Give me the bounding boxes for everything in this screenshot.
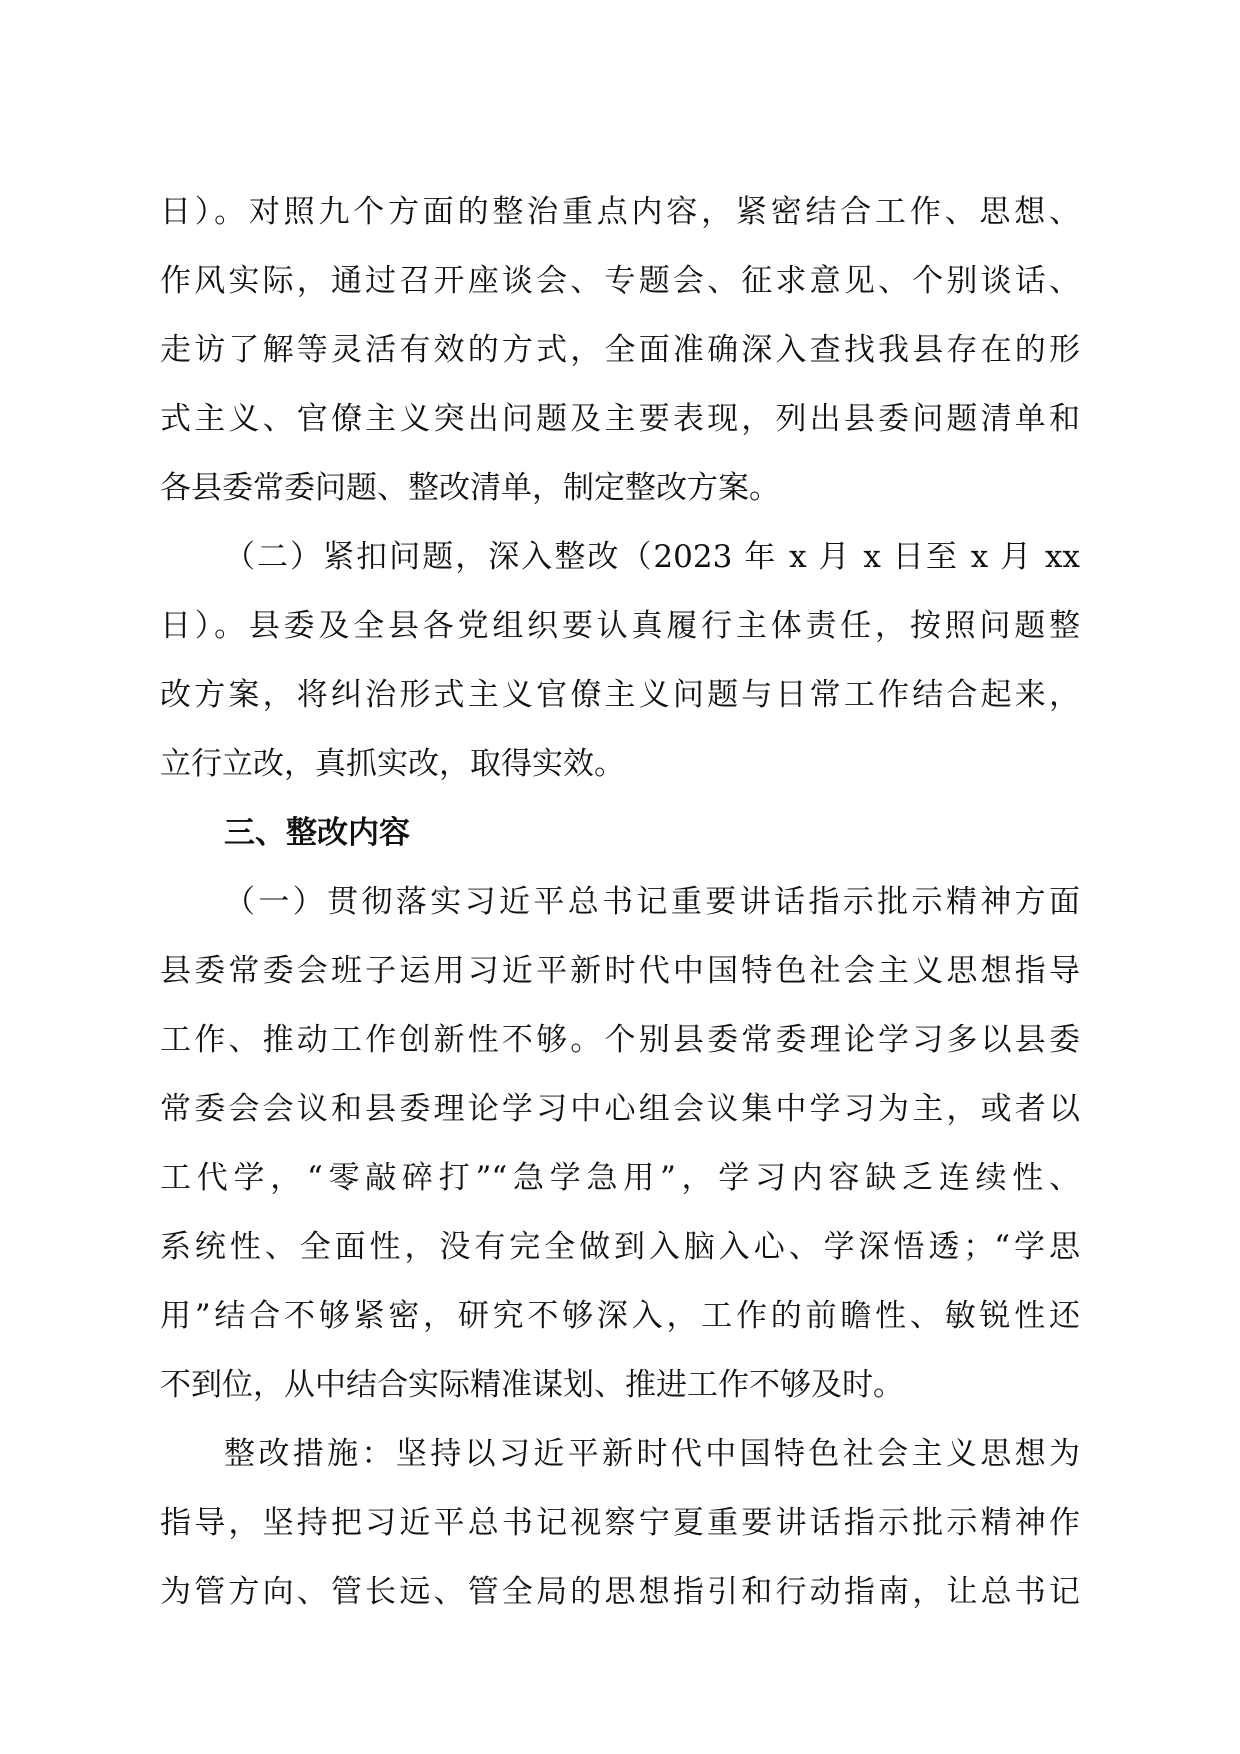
text-line: 各县委常委问题、整改清单，制定整改方案。: [160, 470, 780, 506]
text-line: 式主义、官僚主义突出问题及主要表现，列出县委问题清单和: [160, 401, 1080, 437]
text-line: 立行立改，真抓实改，取得实效。: [160, 746, 625, 782]
text-line: 常委会会议和县委理论学习中心组会议集中学习为主，或者以: [160, 1091, 1080, 1127]
measures-paragraph-start: 整改措施：坚持以习近平新时代中国特色社会主义思想为: [224, 1436, 1080, 1472]
text-line: 县委常委会班子运用习近平新时代中国特色社会主义思想指导: [160, 953, 1080, 989]
text-line: 不到位，从中结合实际精准谋划、推进工作不够及时。: [160, 1367, 904, 1403]
section-item-heading: （二）紧扣问题，深入整改（2023 年 x 月 x 日至 x 月 xx: [224, 539, 1080, 575]
text-line: 系统性、全面性，没有完全做到入脑入心、学深悟透；“学思: [160, 1229, 1080, 1265]
text-line: 工作、推动工作创新性不够。个别县委常委理论学习多以县委: [160, 1022, 1080, 1058]
section-heading: 三、整改内容: [224, 815, 410, 851]
text-line: 用”结合不够紧密，研究不够深入，工作的前瞻性、敏锐性还: [160, 1298, 1080, 1334]
subsection-heading: （一）贯彻落实习近平总书记重要讲话指示批示精神方面: [224, 884, 1080, 920]
text-line: 作风实际，通过召开座谈会、专题会、征求意见、个别谈话、: [160, 263, 1080, 299]
text-line: 改方案，将纠治形式主义官僚主义问题与日常工作结合起来，: [160, 677, 1080, 713]
text-line: 日）。对照九个方面的整治重点内容，紧密结合工作、思想、: [160, 194, 1080, 230]
text-line: 日）。县委及全县各党组织要认真履行主体责任，按照问题整: [160, 608, 1080, 644]
text-line: 为管方向、管长远、管全局的思想指引和行动指南，让总书记: [160, 1574, 1080, 1610]
text-line: 指导，坚持把习近平总书记视察宁夏重要讲话指示批示精神作: [160, 1505, 1080, 1541]
text-line: 工代学，“零敲碎打”“急学急用”，学习内容缺乏连续性、: [160, 1160, 1080, 1196]
text-line: 走访了解等灵活有效的方式，全面准确深入查找我县存在的形: [160, 332, 1080, 368]
